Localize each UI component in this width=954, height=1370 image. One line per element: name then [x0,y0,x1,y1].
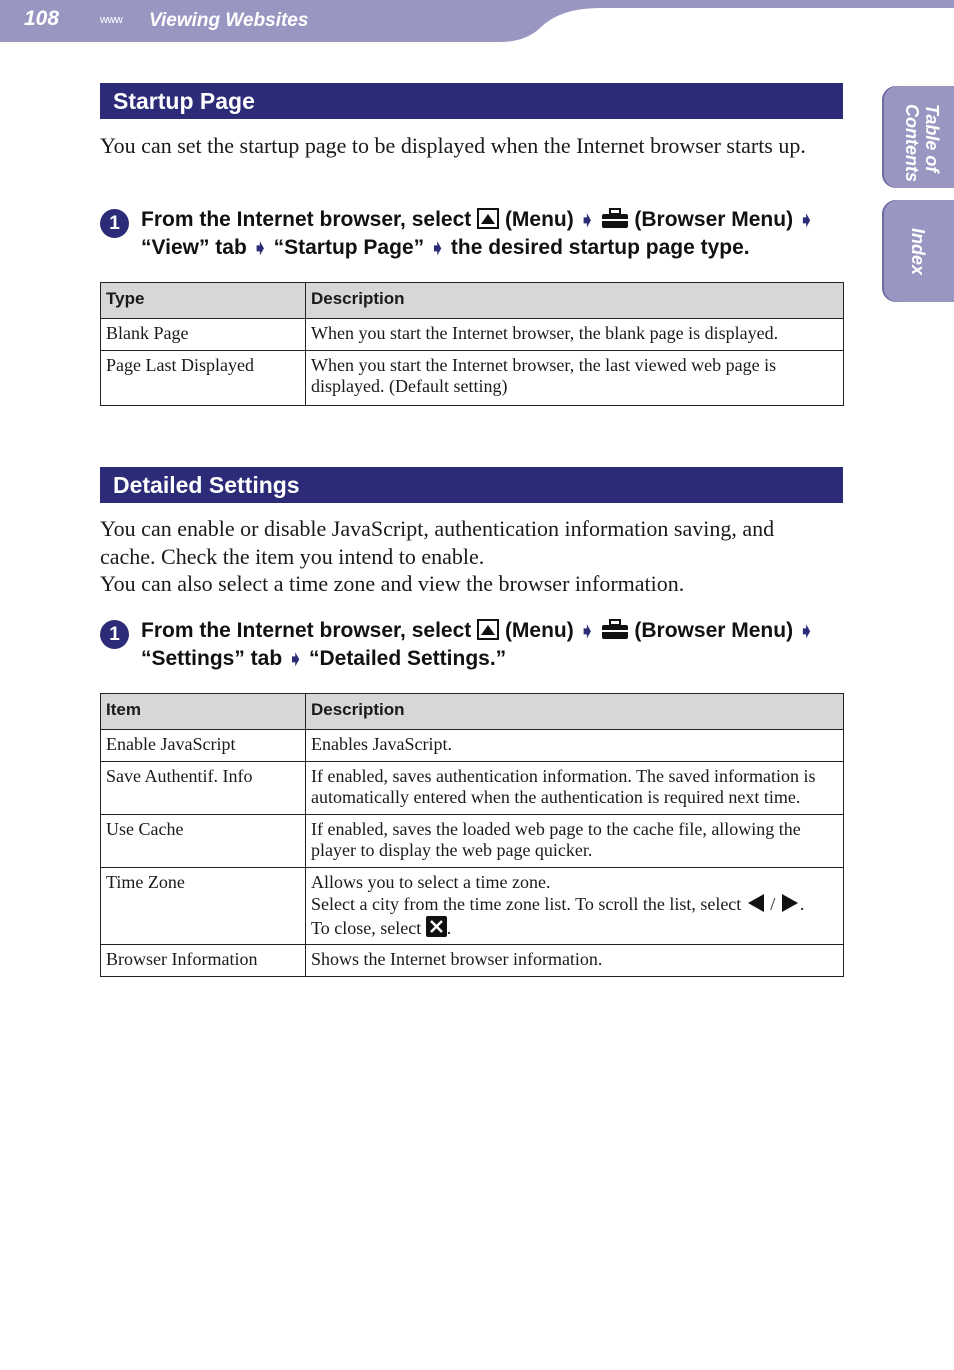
table-row [101,761,844,814]
browser-menu-icon [601,208,629,229]
arrow-icon: ➧ [579,210,595,230]
section-title: Viewing Websites [149,10,309,31]
table-cell: Save Authentif. Info [101,761,306,814]
step-instruction [141,617,851,673]
table-cell: When you start the Internet browser, the last viewed web page is displayed. (Default setting) [306,350,844,405]
step-instruction [141,206,851,262]
table-cell: If enabled, saves authentication information. The saved information is automatically entered when the authentication is required next time. [306,761,844,814]
column-header: Item [101,694,306,730]
startup-intro: You can set the startup page to be displayed when the Internet browser starts up. [100,133,806,158]
step-text-part: From the Internet browser, select [141,208,478,231]
detailed-settings-label: “Detailed Settings.” [308,647,507,670]
arrow-icon: ➧ [798,621,815,641]
column-header: Type [101,283,306,319]
detailed-settings-table [100,693,844,977]
header-band [0,0,954,42]
table-cell: Enable JavaScript [101,730,306,762]
table-row [101,814,844,867]
table-cell: Page Last Displayed [101,350,306,405]
table-cell: Shows the Internet browser information. [306,945,844,977]
startup-step [100,206,860,266]
table-header-row [101,694,844,730]
table-row [101,867,844,945]
table-cell [306,867,844,945]
timezone-line-end: . [799,894,805,914]
section-heading-startup: Startup Page [100,83,843,119]
timezone-line: Allows you to select a time zone. [311,871,551,892]
right-arrow-icon [780,893,800,913]
browser-menu-label: (Browser Menu) [634,619,794,642]
table-cell: When you start the Internet browser, the blank page is displayed. [306,319,844,351]
arrow-icon: ➧ [252,238,268,258]
menu-label: (Menu) [504,619,574,642]
left-arrow-icon [746,893,766,913]
settings-tab-label: “Settings” tab [141,647,283,670]
table-row [101,319,844,351]
arrow-icon: ➧ [288,649,304,669]
menu-icon [477,619,499,640]
separator: / [765,894,780,914]
table-cell: Enables JavaScript. [306,730,844,762]
www-icon: www [100,14,123,26]
table-row [101,945,844,977]
timezone-line: To close, select [311,917,426,938]
detailed-step [100,617,860,677]
table-row [101,350,844,405]
arrow-icon: ➧ [429,238,446,258]
step-end-text: the desired startup page type. [450,236,750,259]
step-text-part: From the Internet browser, select [141,619,478,642]
table-cell: Blank Page [101,319,306,351]
table-header-row [101,283,844,319]
table-row [101,730,844,762]
view-tab-label: “View” tab [141,236,247,259]
table-cell: If enabled, saves the loaded web page to the cache file, allowing the player to display the web page quicker. [306,814,844,867]
menu-icon [477,208,499,229]
detailed-intro [100,515,830,598]
column-header: Description [306,283,844,319]
startup-page-label: “Startup Page” [273,236,425,259]
step-number-badge: 1 [100,209,129,238]
timezone-line-end: . [446,917,452,938]
detailed-intro-line: You can enable or disable JavaScript, authentication information saving, and cache. Check the item you intend to enable. [100,516,775,569]
arrow-icon: ➧ [579,621,595,641]
arrow-icon: ➧ [798,210,815,230]
table-cell: Use Cache [101,814,306,867]
table-cell: Time Zone [101,867,306,945]
close-icon [426,916,447,937]
menu-label: (Menu) [504,208,574,231]
column-header: Description [306,694,844,730]
page-header [0,0,954,42]
index-tab[interactable] [882,200,954,302]
table-cell: Browser Information [101,945,306,977]
timezone-line: Select a city from the time zone list. To scroll the list, select [311,894,746,914]
page-number: 108 [24,7,60,30]
startup-type-table [100,282,844,406]
browser-menu-label: (Browser Menu) [634,208,794,231]
browser-menu-icon [601,619,629,640]
detailed-intro-line: You can also select a time zone and view the browser information. [100,571,685,596]
toc-tab-label: Table of Contents [902,104,942,182]
index-tab-label: Index [908,228,928,276]
step-number-badge: 1 [100,620,129,649]
section-heading-detailed: Detailed Settings [100,467,843,503]
table-of-contents-tab[interactable] [882,86,954,188]
